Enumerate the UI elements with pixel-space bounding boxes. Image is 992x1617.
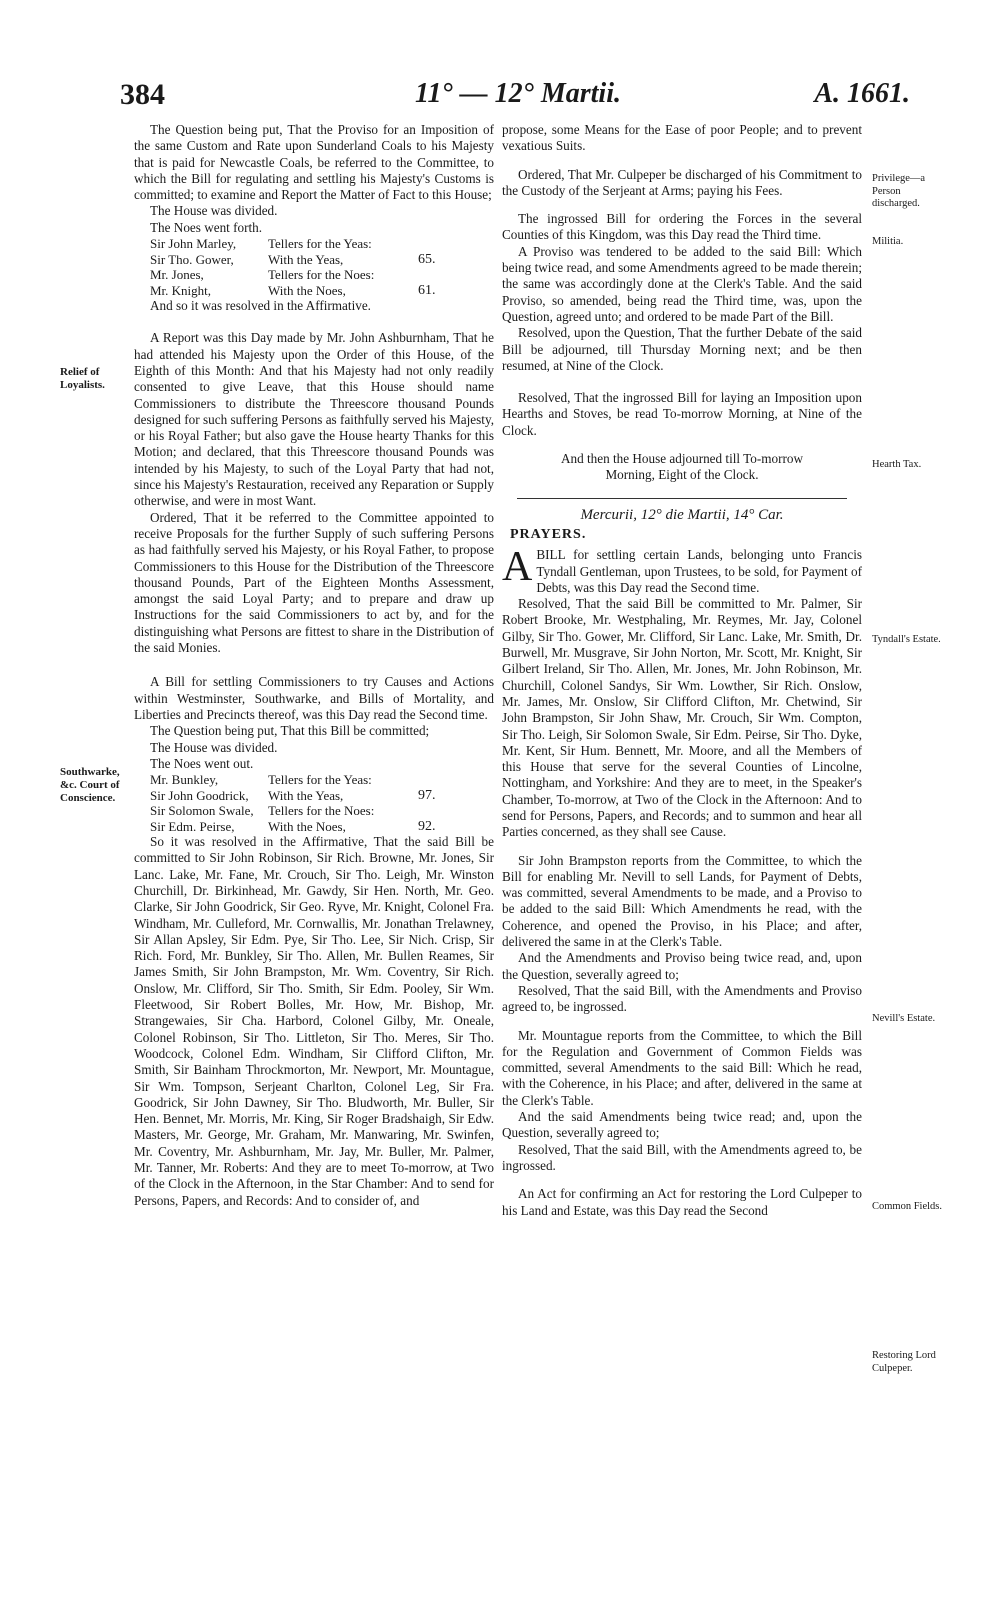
left-column bbox=[134, 122, 494, 1209]
paragraph: Resolved, That the said Bill, with the Amendments and Proviso agreed to, be ingrossed. bbox=[502, 982, 862, 1015]
teller-name: Mr. Bunkley, bbox=[150, 772, 219, 788]
teller-role: With the Yeas, bbox=[268, 251, 344, 267]
running-dates: 11° — 12° Martii. bbox=[415, 78, 621, 109]
paragraph: Mr. Mountague reports from the Committee, to which the Bill for the Regulation and Government of Common Fields was committed, several Amendments to the said Bill: Which he read, with the Coherence, in his Place; and after, delivered in the same at the Clerk's Table. bbox=[502, 1027, 862, 1108]
margin-note-common: Common Fields. bbox=[872, 1201, 943, 1212]
section-divider bbox=[517, 498, 847, 499]
paragraph: propose, some Means for the Ease of poor People; and to prevent vexatious Suits. bbox=[502, 122, 862, 154]
paragraph: The ingrossed Bill for ordering the Forces in the several Counties of this Kingdom, was this Day read the Third time. bbox=[502, 211, 862, 243]
paragraph: Resolved, That the said Bill, with the Amendments agreed to, be ingrossed. bbox=[502, 1141, 862, 1173]
paragraph: The House was divided. bbox=[150, 739, 278, 755]
teller-role: With the Noes, bbox=[268, 818, 346, 834]
vote-count bbox=[418, 803, 444, 819]
teller-name: Sir Edm. Peirse, bbox=[150, 818, 235, 834]
margin-note-privilege: Privilege—a Person discharged. bbox=[872, 173, 926, 209]
teller-name: Sir John Marley, bbox=[150, 236, 237, 252]
paragraph: A Report was this Day made by Mr. John Ashburnham, That he had attended his Majesty upon the Order of this House, of the Eighth of this Month: And that his Majesty had not only readily consented to give Leave, that this House should name Commissioners to distribute the Threescore thousand Pounds designed for such suffering Persons as faithfully served his Majesty, or his Royal Father; but also gave the House hearty Thanks for this Motion; and declared, that this Threescore thousand Pounds was intended by his Majesty, to such of the Loyal Party that had not, since his Majesty's Restauration, received any Reparation or Supply otherwise, and were in most Want. bbox=[134, 330, 494, 509]
teller-role: With the Yeas, bbox=[268, 787, 344, 803]
page-header bbox=[120, 78, 940, 122]
drop-cap: A bbox=[502, 544, 533, 591]
running-year: A. 1661. bbox=[814, 78, 910, 109]
teller-name: Sir Tho. Gower, bbox=[150, 251, 234, 267]
paragraph: The Noes went out. bbox=[150, 755, 254, 771]
paragraph: A Proviso was tendered to be added to the said Bill: Which being twice read, and some Amendments agreed to be made therein; the same was accordingly done at the Clerk's Table. And the said Proviso, so amended, being read the Third time, was, upon the Question, agreed unto; and ordered to be made Part of the Bill. bbox=[502, 243, 862, 324]
teller-name: Sir John Goodrick, bbox=[150, 787, 249, 803]
vote-count bbox=[418, 267, 444, 283]
vote-count bbox=[418, 772, 444, 788]
paragraph: And so it was resolved in the Affirmative. bbox=[150, 298, 371, 314]
teller-name: Sir Solomon Swale, bbox=[150, 803, 254, 819]
paragraph: And the said Amendments being twice read; and, upon the Question, severally agreed to; bbox=[502, 1109, 862, 1141]
adjournment: And then the House adjourned till To-morrow Morning, Eight of the Clock. bbox=[560, 451, 804, 483]
paragraph: An Act for confirming an Act for restoring the Lord Culpeper to his Land and Estate, was this Day read the Second bbox=[502, 1186, 862, 1218]
paragraph: The Question being put, That the Proviso for an Imposition of the same Custom and Rate upon Sunderland Coals to his Majesty that is paid for Newcastle Coals, be referred to the Committee, to which the Bill for regulating and settling his Majesty's Customs is committed; to examine and Report the Matter of Fact to this House; bbox=[134, 122, 494, 203]
margin-note-nevill: Nevill's Estate. bbox=[872, 1013, 936, 1024]
teller-name: Mr. Knight, bbox=[150, 282, 212, 298]
vote-count: 61. bbox=[418, 282, 436, 298]
paragraph: Resolved, upon the Question, That the further Debate of the said Bill be adjourned, till Thursday Morning next; and be then resumed, at Nine of the Clock. bbox=[502, 325, 862, 373]
prayers-heading: PRAYERS. bbox=[510, 526, 587, 542]
paragraph-text: BILL for settling certain Lands, belonging unto Francis Tyndall Gentleman, upon Trustees, to be sold, for Payment of Debts, was this Day read the Second time. bbox=[536, 547, 862, 595]
paragraph: The House was divided. bbox=[150, 203, 278, 219]
paragraph: Resolved, That the said Bill be committed to Mr. Palmer, Sir Robert Brooke, Mr. Westphaling, Mr. Reymes, Mr. Jay, Colonel Gilby, Sir Tho. Gower, Mr. Clifford, Sir Lanc. Lake, Mr. Smith, Dr. Burwell, Mr. Musgrave, Sir John Norton, Mr. Scott, Mr. Knight, Sir Gilbert Ireland, Sir Tho. Allen, Mr. Jones, Mr. John Robinson, Mr. Churchill, Colonel Sandys, Sir Wm. Lowther, Sir Rich. Onslow, Mr. James, Mr. Onslow, Sir Clifford Clifton, Mr. Chetwind, Sir John Brampston, Sir John Shaw, Mr. Crouch, Sir Wm. Compton, Sir Tho. Leigh, Sir Solomon Swale, Sir Edm. Peirse, Sir Tho. Dyke, Mr. Kent, Sir Hum. Bennett, Mr. Moore, and all the Members of this House that serve for the several Counties of Lincolne, Nottingham, and Yorkshire: And they are to meet, in the Speaker's Chamber, To-morrow, at Two of the Clock in the Afternoon: And to send for Persons, Papers, and Records; and to summon and hear all Parties concerned, as they shall see Cause. bbox=[502, 596, 862, 840]
paragraph: Resolved, That the ingrossed Bill for laying an Imposition upon Hearths and Stoves, be read To-morrow Morning, at Nine of the Clock. bbox=[502, 390, 862, 438]
margin-note-culpeper: Restoring Lord Culpeper. bbox=[872, 1350, 936, 1374]
page-number: 384 bbox=[120, 78, 165, 111]
margin-note-hearth: Hearth Tax. bbox=[872, 459, 922, 470]
teller-name: Mr. Jones, bbox=[150, 267, 204, 283]
margin-note-relief: Relief of Loyalists. bbox=[60, 366, 105, 391]
vote-count: 92. bbox=[418, 818, 436, 834]
day-heading: Mercurii, 12° die Martii, 14° Car. bbox=[580, 506, 784, 523]
tellers-table-2 bbox=[150, 772, 494, 834]
teller-role: Tellers for the Noes: bbox=[268, 267, 375, 283]
vote-count: 65. bbox=[418, 251, 436, 267]
paragraph: Ordered, That it be referred to the Committee appointed to receive Proposals for the further Supply of such suffering Persons as had faithfully served his Majesty, or his Royal Father, to propose Commissioners to this House for the Distribution of the Threescore thousand Pounds, Part of the Eighteen Months Assessment, amongst the said Loyal Party; and to prepare and draw up Instructions for the said Commissioners to act by, and for the distinguishing what Persons are fittest to share in the Distribution of the said Monies. bbox=[134, 509, 494, 656]
paragraph: A Bill for settling Commissioners to try Causes and Actions within Westminster, Southwarke, and Bills of Mortality, and Liberties and Precincts thereof, was this Day read the Second time. bbox=[134, 674, 494, 722]
vote-count: 97. bbox=[418, 787, 436, 803]
paragraph: The Noes went forth. bbox=[150, 219, 263, 235]
right-column bbox=[502, 122, 862, 1219]
margin-note-tyndall: Tyndall's Estate. bbox=[872, 634, 941, 645]
paragraph: So it was resolved in the Affirmative, That the said Bill be committed to Sir John Robinson, Sir Rich. Browne, Mr. Jones, Sir Lanc. Lake, Mr. Fane, Mr. Crouch, Sir Tho. Leigh, Mr. Winston Churchill, Dr. Birkinhead, Mr. Gawdy, Sir Hen. North, Mr. Geo. Clarke, Sir John Goodrick, Sir Geo. Ryve, Mr. Knight, Colonel Fra. Windham, Mr. Culleford, Mr. Cornwallis, Mr. Jonathan Trelawney, Sir Allan Apsley, Sir Edm. Pye, Sir Tho. Lee, Sir Nich. Crisp, Sir Rich. Ford, Mr. Bunkley, Sir Tho. Allen, Mr. Bullen Reames, Sir James Smith, Sir John Brampston, Mr. Wm. Coventry, Sir Rich. Onslow, Mr. Clifford, Sir Tho. Smith, Sir Edm. Pooley, Sir Wm. Fleetwood, Sir Robert Bolles, Mr. How, Mr. Bishop, Mr. Strangewaies, Sir Cha. Harbord, Colonel Gilby, Mr. Oneale, Colonel Robinson, Sir Tho. Littleton, Sir Tho. Meres, Sir Tho. Woodcock, Colonel Edm. Windham, Sir Clifford Clifton, Mr. Smith, Sir Bainham Throckmorton, Mr. Newport, Mr. Mountague, Sir Wm. Tompson, Serjeant Charlton, Colonel Leg, Sir Fra. Goodrick, Sir John Dawney, Sir Tho. Bludworth, Mr. Buller, Sir Hen. Bennet, Mr. Morris, Mr. King, Sir Roger Bradshaigh, Sir Edw. Masters, Mr. George, Mr. Graham, Mr. Manwaring, Mr. Swinfen, Mr. Coventry, Mr. Ashburnham, Mr. Jay, Mr. Buller, Mr. Palmer, Mr. Tanner, Mr. Roberts: And they are to meet To-morrow, at Two of the Clock in the Afternoon, in the Star Chamber: And to send for Persons, Papers, and Records: And to consider of, and bbox=[134, 834, 494, 1208]
paragraph bbox=[502, 544, 862, 596]
paragraph: Sir John Brampston reports from the Committee, to which the Bill for enabling Mr. Nevill to sell Lands, for Payment of Debts, was committed, several Amendments to be made, and a Proviso to be added to the said Bill: Which Amendments he read, with the Coherence, and opened the Proviso, in his Place; and after, delivered the same in at the Clerk's Table. bbox=[502, 852, 862, 950]
teller-role: Tellers for the Yeas: bbox=[268, 772, 372, 788]
tellers-table-1 bbox=[150, 236, 494, 298]
margin-note-militia: Militia. bbox=[872, 236, 904, 247]
margin-note-southwarke: Southwarke, &c. Court of Conscience. bbox=[60, 766, 120, 804]
teller-role: Tellers for the Yeas: bbox=[268, 236, 372, 252]
teller-role: Tellers for the Noes: bbox=[268, 803, 375, 819]
vote-count bbox=[418, 236, 444, 252]
paragraph: The Question being put, That this Bill be committed; bbox=[150, 723, 430, 739]
teller-role: With the Noes, bbox=[268, 282, 346, 298]
paragraph: Ordered, That Mr. Culpeper be discharged of his Commitment to the Custody of the Serjeant at Arms; paying his Fees. bbox=[502, 166, 862, 198]
paragraph: And the Amendments and Proviso being twice read, and, upon the Question, severally agreed to; bbox=[502, 950, 862, 982]
